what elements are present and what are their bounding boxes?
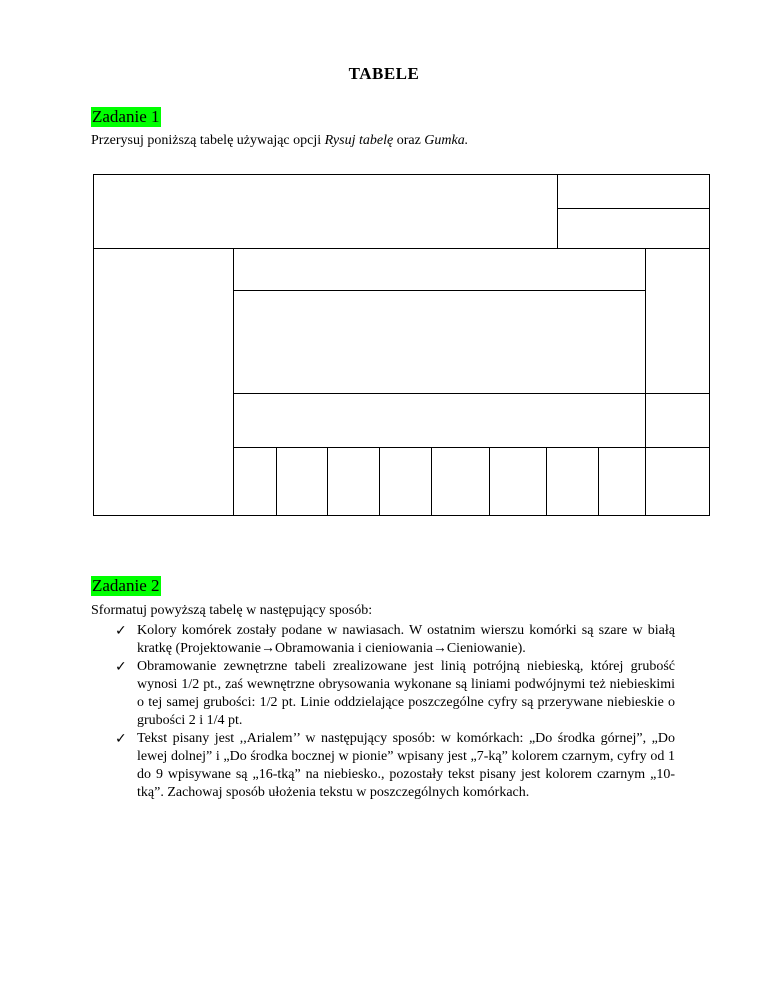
table-line [379, 447, 380, 516]
table-line [233, 447, 710, 448]
table-line [557, 174, 558, 248]
instruction-zadanie-1 [91, 132, 468, 150]
table-line [327, 447, 328, 516]
checkmark-icon: ✓ [115, 659, 127, 675]
table-line [645, 248, 646, 516]
list-item [115, 658, 675, 730]
checkmark-icon: ✓ [115, 623, 127, 639]
table-line [546, 447, 547, 516]
checklist [115, 622, 675, 802]
instruction-text: oraz [393, 133, 425, 148]
page-title: TABELE [348, 64, 420, 83]
list-item [115, 622, 675, 658]
table-line [233, 248, 234, 516]
table-line [93, 248, 710, 249]
list-item-text: Tekst pisany jest ,,Arialem’’ w następujący sposób: w komórkach: „Do środka górnej”, „Do lewej dolnej” i „Do środka bocznej w pionie” wpisany jest „7-ką” kolorem czarnym, cyfry od 1 do 9 wpisywane są „16-tką” na niebiesko., pozostały tekst pisany jest kolorem czarnym „10-tką”. Zachowaj sposób ułożenia tekstu w poszczególnych komórkach. [137, 731, 675, 800]
instruction-text: Przerysuj poniższą tabelę używając opcji [91, 133, 325, 148]
table-line [489, 447, 490, 516]
list-item [115, 730, 675, 802]
table-line [598, 447, 599, 516]
section-heading-zadanie-2: Zadanie 2 [92, 576, 160, 595]
table-line [233, 393, 710, 394]
table-line [276, 447, 277, 516]
instruction-italic-draw-table: Rysuj tabelę [324, 133, 394, 148]
checkmark-icon: ✓ [115, 731, 127, 747]
instruction-italic-eraser: Gumka. [424, 133, 469, 148]
table-line [557, 208, 710, 209]
table-line [233, 290, 645, 291]
table-line [431, 447, 432, 516]
list-item-text: Kolory komórek zostały podane w nawiasach. W ostatnim wierszu komórki są szare w białą kratkę (Projektowanie→Obramowania i cieniowania→Cieniowanie). [137, 623, 675, 656]
intro-zadanie-2: Sformatuj powyższą tabelę w następujący sposób: [91, 603, 373, 618]
section-heading-zadanie-1: Zadanie 1 [92, 107, 160, 126]
list-item-text: Obramowanie zewnętrzne tabeli zrealizowane jest linią potrójną niebieską, której grubość wynosi 1/2 pt., zaś wewnętrzne obrysowania wykonane są liniami podwójnymi też niebieskimi o tej samej grubości: 1/2 pt. Linie oddzielające poszczególne cyfry są przerywane niebieskie o grubości 2 i 1/4 pt. [137, 659, 675, 728]
table-outer-border [93, 174, 710, 516]
